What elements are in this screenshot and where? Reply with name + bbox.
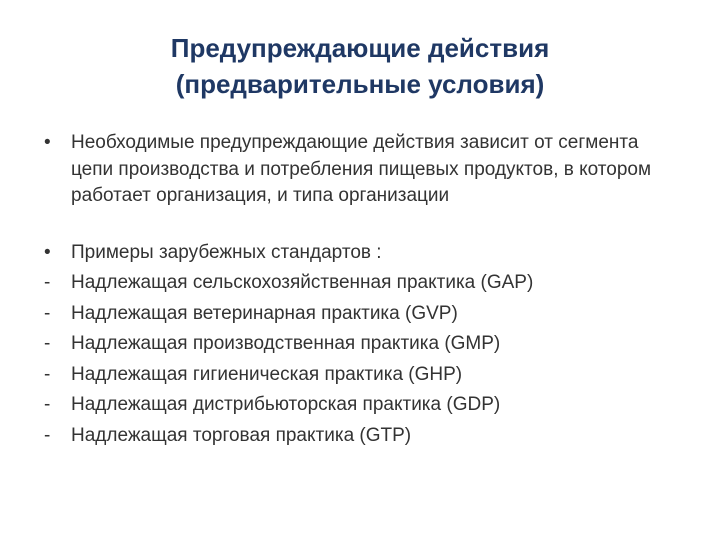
list-item-standard-ghp — [44, 360, 684, 391]
bullet-item-requirements — [44, 130, 684, 210]
dash-marker: - — [44, 424, 51, 446]
bullet-item-standards-intro — [44, 238, 684, 269]
dash-marker: - — [44, 333, 51, 354]
dash-marker: - — [44, 272, 51, 293]
list-item-standard-gvp — [44, 299, 684, 330]
list-item-text: Надлежащая гигиеническая практика (GHP) — [71, 363, 463, 385]
dash-marker: - — [44, 394, 51, 415]
dash-marker: - — [44, 302, 51, 324]
list-item-standard-gdp — [44, 390, 684, 421]
dash-marker: - — [44, 363, 51, 385]
bullet-marker: • — [44, 241, 51, 263]
list-item-text: Надлежащая производственная практика (GMP) — [71, 333, 501, 354]
bullet-text: Примеры зарубежных стандартов : — [71, 241, 382, 263]
list-item-text: Надлежащая ветеринарная практика (GVP) — [71, 302, 458, 324]
list-item-standard-gtp — [44, 421, 684, 452]
slide-title-line-1: Предупреждающие действия — [170, 33, 550, 63]
bullet-marker: • — [44, 132, 51, 153]
list-item-text: Надлежащая торговая практика (GTP) — [71, 424, 412, 446]
bullet-text: Необходимые предупреждающие действия зависит от сегмента цепи производства и потребления пищевых продуктов, в котором работает организация, и типа организации — [71, 132, 652, 206]
list-item-text: Надлежащая сельскохозяйственная практика (GAP) — [71, 272, 534, 293]
slide-title-line-2: (предварительные условия) — [175, 69, 545, 99]
spacer — [44, 210, 684, 238]
list-item-text: Надлежащая дистрибьюторская практика (GDP) — [71, 394, 501, 415]
slide-title — [40, 30, 680, 102]
list-item-standard-gap — [44, 268, 684, 299]
slide-body — [44, 130, 684, 451]
list-item-standard-gmp — [44, 329, 684, 360]
